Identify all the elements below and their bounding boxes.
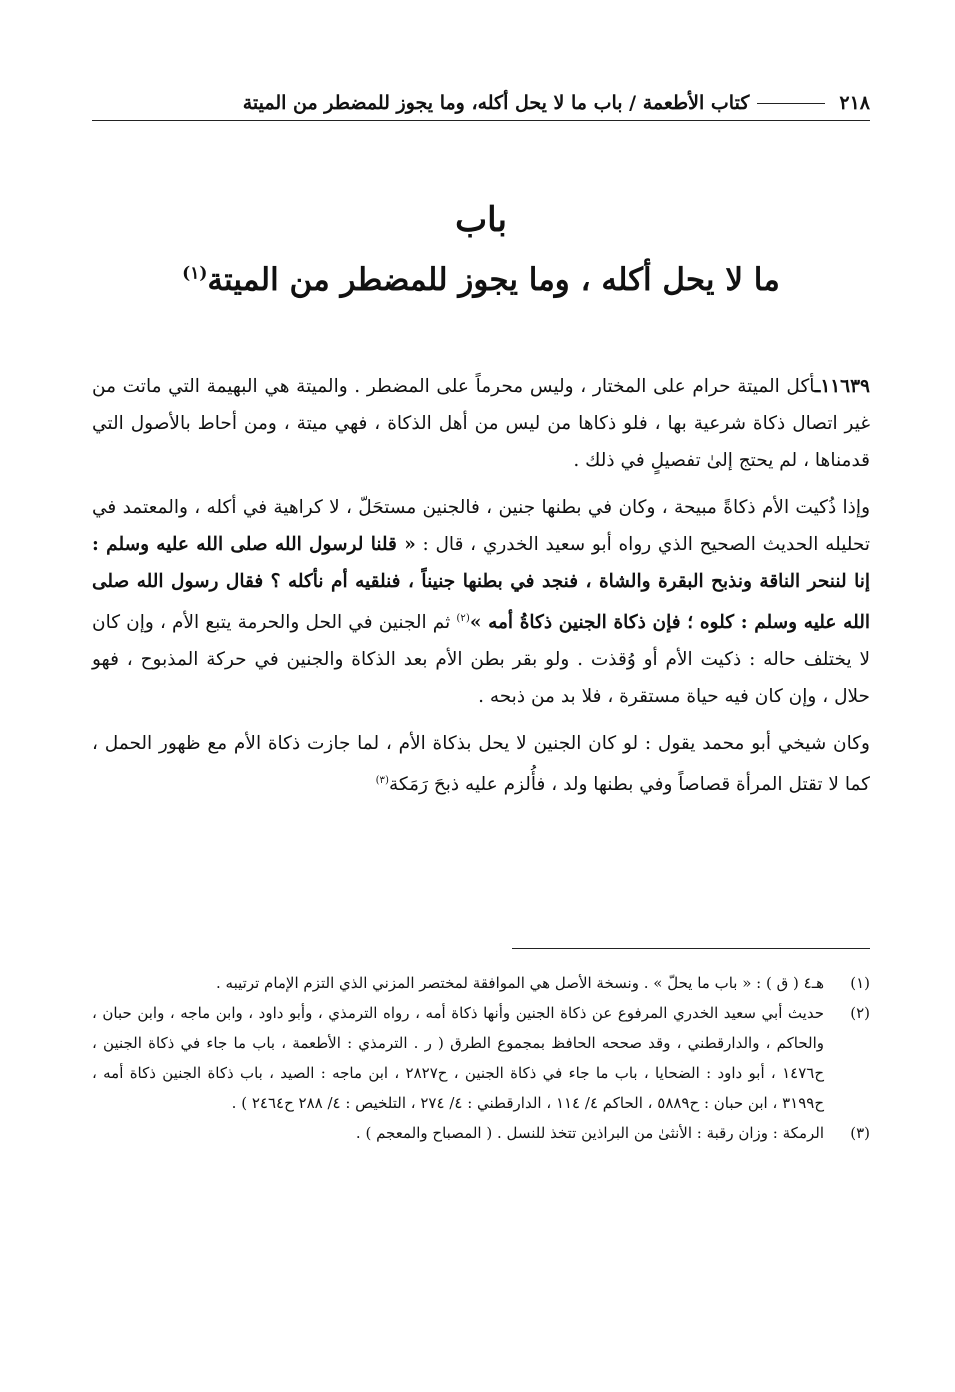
- paragraph-1-text: أكل الميتة حرام على المختار ، وليس محرماً على المضطر . والميتة هي البهيمة التي ماتت من غير اتصال ذكاة شرعية بها ، فلو ذكاها من ليس من أهل الذكاة ، فهي ميتة ، ومن أحاط بالأصول التي قدمناها ، لم يحتج إلىٰ تفصيلٍ في ذلك .: [92, 376, 870, 471]
- footnote-2: [92, 998, 870, 1118]
- chapter-title-text: ما لا يحل أكله ، وما يجوز للمضطر من الميتة: [207, 262, 780, 298]
- footnote-text: حديث أبي سعيد الخدري المرفوع عن ذكاة الجنين وأنها ذكاة أمه ، رواه الترمذي ، وأبو داود ، وابن ماجه ، وابن حبان ، والحاكم ، والدارقطني ، وقد صححه الحافظ بمجموع الطرق ( ر . الترمذي : الأطعمة ، باب ما جاء في ذكاة الجنين ، ح١٤٧٦ ، أبو داود : الضحايا ، باب ما جاء في ذكاة الجنين ، ح٢٨٢٧ ، ابن ماجه : الصيد ، باب ذكاة الجنين ذكاة أمه ، ح٣١٩٩ ، ابن حبان : ح٥٨٨٩ ، الحاكم ٤/ ١١٤ ، الدارقطني : ٤/ ٢٧٤ ، التلخيص : ٤/ ٢٨٨ ح٢٤٦٤ ) .: [92, 1004, 824, 1112]
- paragraph-3-text: وكان شيخي أبو محمد يقول : لو كان الجنين لا يحل بذكاة الأم ، لما جازت ذكاة الأم مع ظهور الحمل ، كما لا تقتل المرأة قصاصاً وفي بطنها ولد ، فأُلزم عليه ذبحَ رَمَكة: [92, 733, 870, 796]
- footnote-text: الرمكة : وزان رقبة : الأنثىٰ من البراذين تتخذ للنسل . ( المصباح والمعجم ) .: [355, 1124, 824, 1142]
- running-header: [92, 86, 870, 121]
- footnote-ref-3: (٣): [375, 775, 389, 787]
- body-text: [92, 368, 870, 813]
- footnote-ref-2: (٢): [456, 613, 470, 624]
- footnote-number: (٢): [850, 1004, 870, 1022]
- paragraph-2-intro: وإذا ذُكيت الأم ذكاةً مبيحة ، وكان في بطنها جنين ، فالجنين مستحَلّ ، لا كراهية في أكله ، والمعتمد في تحليله الحديث الصحيح الذي رواه أبو سعيد الخدري ، قال :: [92, 497, 870, 555]
- running-title: كتاب الأطعمة / باب ما لا يحل أكله، وما يجوز للمضطر من الميتة: [242, 92, 750, 114]
- chapter-label: باب: [455, 200, 507, 240]
- paragraph-3: [92, 725, 870, 803]
- chapter-title: [92, 262, 870, 298]
- footnote-ref-1: (١): [182, 263, 208, 284]
- footnote-number: (١): [850, 974, 870, 992]
- footnote-number: (٣): [850, 1124, 870, 1142]
- hadith-quote: « قلنا لرسول الله صلى الله عليه وسلم : إنا لننحر الناقة ونذبح البقرة والشاة ، فنجد في بطنها جنيناً ، فنلقيه أم نأكله ؟ فقال رسول الله صلى الله عليه وسلم : كلوه ؛ فإن ذكاة الجنين ذكاةُ أمه »: [92, 534, 870, 634]
- paragraph-2: [92, 489, 870, 715]
- page-number: ٢١٨: [839, 92, 870, 114]
- footnote-text: هـ٤ ( ق ) : « باب ما يحلّ » . ونسخة الأصل هي الموافقة لمختصر المزني الذي التزم الإمام ترتيبه .: [216, 974, 824, 992]
- footnote-3: [92, 1118, 870, 1148]
- footnotes: [92, 968, 870, 1148]
- paragraph-2-rest: ثم الجنين في الحل والحرمة يتبع الأم ، وإن كان لا يختلف حاله : ذكيت الأم أو وُقذت . ولو بقر بطن الأم بعد الذكاة والجنين في حركة المذبوح ، فهو حلال ، وإن كان فيه حياة مستقرة ، فلا بد من ذبحه .: [92, 612, 870, 708]
- paragraph-1: [92, 368, 870, 479]
- header-dash: [757, 103, 825, 104]
- footnote-divider: [512, 948, 870, 949]
- footnote-1: [92, 968, 870, 998]
- issue-number: ١١٦٣٩ـ: [814, 376, 870, 397]
